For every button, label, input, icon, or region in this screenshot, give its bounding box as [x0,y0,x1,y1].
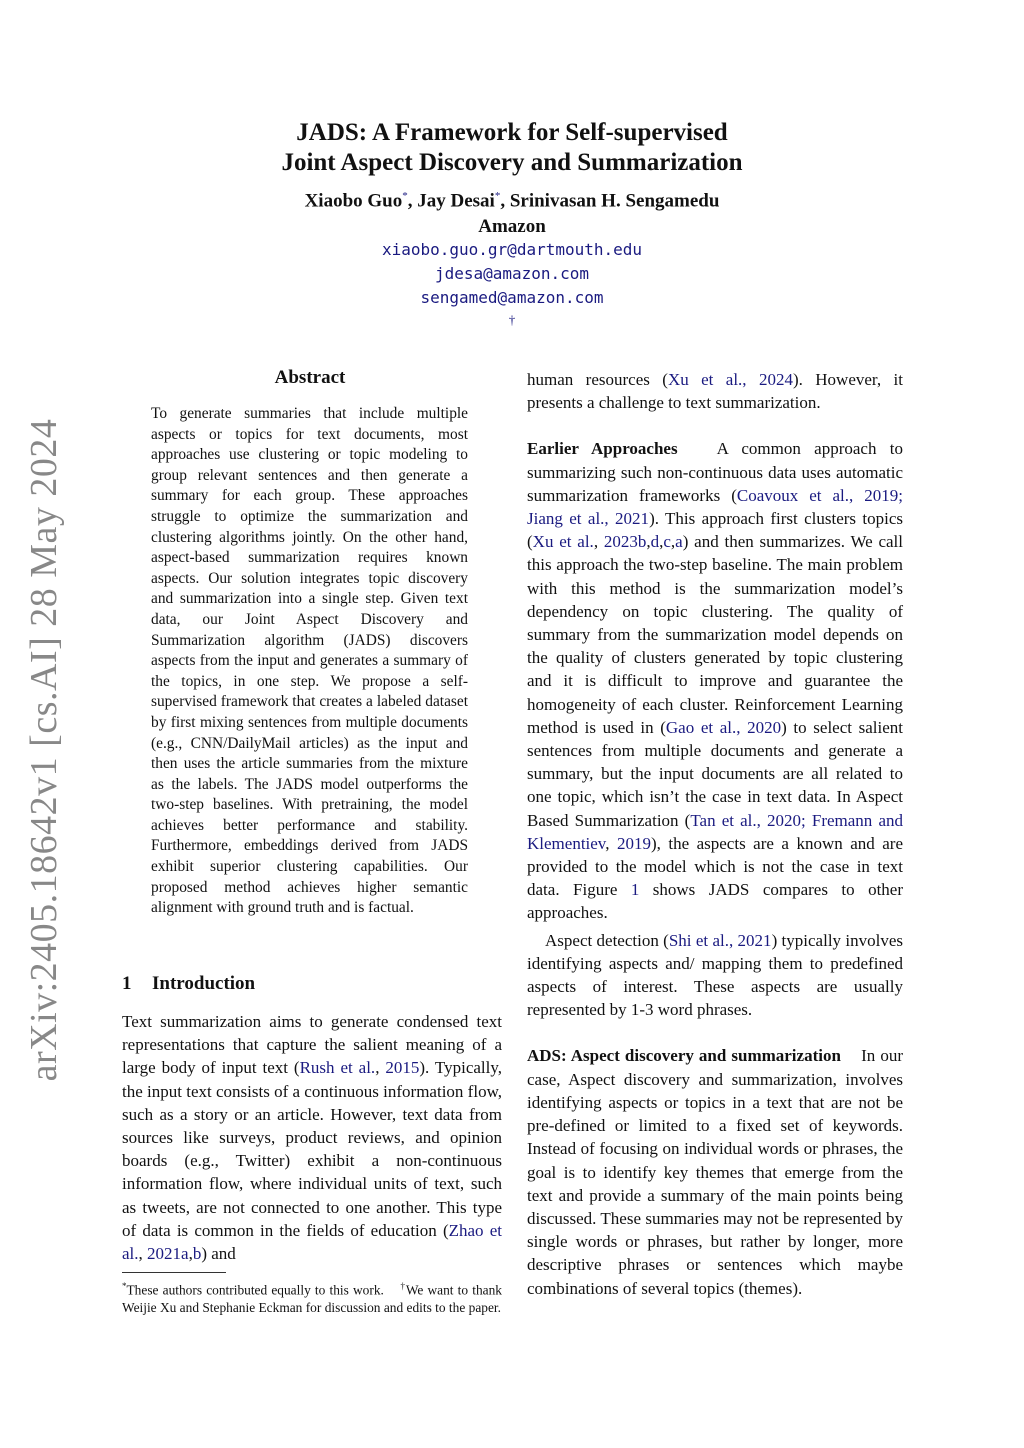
citation-link[interactable]: Shi et al., 2021 [668,930,772,950]
affiliation: Amazon [478,216,546,237]
paragraph-heading: ADS: Aspect discovery and summarization [527,1046,841,1066]
body-text: , [375,1058,386,1078]
citation-link[interactable]: Gao et al., 2020 [665,717,782,737]
author-email[interactable]: jdesa@amazon.com [434,264,590,283]
body-text: ). This approach first clusters topics ( [527,509,904,552]
body-text: Text summarization aims to generate condensed text representations that capture the salient meaning of a large body of input text ( [122,1012,502,1078]
body-text: ) and then summarizes. We call this approach the two-step baseline. The main problem with this method is the summarization model’s dependency on topic clustering. The quality of summary from the summarization model depends on the quality of clusters generated by topic clustering and it is difficult to improve and guarantee the homogeneity of each cluster. Reinforcement Learning method is used in ( [527,532,904,737]
body-text: , [188,1244,193,1264]
citation-link[interactable]: Coavoux et al., 2019; Jiang et al., 2021 [527,485,903,529]
figure-link[interactable]: 1 [630,880,640,900]
body-text: ) typically involves identifying aspects and/ mapping them to predefined aspects of interest. These aspects are usually represented by 1-3 word phrases. [527,930,903,1020]
body-text: , [605,833,617,853]
body-text: ). However, it presents a challenge to text summarization. [527,370,904,413]
footnote [122,1278,502,1316]
intro-continuation [527,368,903,414]
body-text: Aspect detection ( [545,930,669,950]
body-text: shows JADS compares to other approaches. [527,880,903,923]
arxiv-stamp: arXiv:2405.18642v1 [cs.AI] 28 May 2024 [23,418,65,1082]
author-name: Srinivasan H. Sengamedu [509,190,720,212]
body-text: A common approach to summarizing such non-continuous data uses automatic summarization frameworks ( [527,439,903,505]
earlier-approaches-paragraph [527,437,903,924]
body-text: ), the aspects are a known and are provided to the model which is not the case in text data. Figure [527,833,903,900]
footnote-mark: † [400,1281,406,1291]
paragraph-heading: Earlier Approaches [527,439,678,459]
citation-link[interactable]: Rush et al. [299,1058,376,1078]
citation-link[interactable]: b [192,1244,202,1264]
citation-link[interactable]: 2021a [147,1244,189,1264]
body-text: ). Typically, the input text consists of a continuous information flow, such as a story or an article. However, text data from sources like surveys, product reviews, and opinion boards (e.g., Twitter) exhibit a non-continuous information flow, where individual units of text, such as tweets, are not connected to one another. This type of data is common in the fields of education ( [122,1058,503,1240]
paper-title [0,118,1024,178]
body-text: In our case, Aspect discovery and summarization, involves identifying aspects or topics in a text that are not be pre-defined or limited to a fixed set of keywords. Instead of focusing on individual words or phrases, the goal is to identify key themes that emerge from the text and provide a summary of the main points being discussed. These summaries may not be represented by single words or phrases, but rather by longer, more descriptive phrases or sentences which maybe combinations of several topics (themes). [527,1046,903,1298]
body-text: , [138,1244,148,1264]
body-text: human resources ( [527,370,668,389]
right-column [527,368,903,1300]
author-name: Xiaobo Guo [304,190,403,212]
footnote-rule [122,1272,226,1273]
footnote-text: We want to thank Weijie Xu and Stephanie Eckman for discussion and edits to the paper. [122,1282,503,1315]
body-text: , [593,532,604,552]
body-text: , [670,532,676,552]
abstract-heading: Abstract [274,367,346,388]
section-title: Introduction [152,973,256,994]
citation-link[interactable]: Xu et al., 2024 [667,370,793,389]
author-name: Jay Desai [417,190,495,212]
author-email[interactable]: sengamed@amazon.com [420,288,604,307]
citation-link[interactable]: Zhao et al. [122,1220,502,1264]
footnote-text: These authors contributed equally to this work. [126,1282,384,1298]
citation-link[interactable]: Tan et al., 2020; Fremann and Klementiev [527,810,903,853]
acknowledgement-mark[interactable]: † [508,312,516,327]
author-separator: , [500,190,506,212]
citation-link[interactable]: Xu et al. [532,532,594,552]
citation-link[interactable]: a [675,532,683,552]
body-text: , [659,532,664,552]
section-number: 1 [122,973,132,994]
title-line-1: JADS: A Framework for Self-supervised [296,119,728,146]
ads-paragraph [527,1044,903,1299]
author-list [0,190,1024,212]
equal-contribution-mark[interactable]: * [402,190,408,202]
body-text: , [646,532,651,552]
citation-link[interactable]: 2019 [616,833,651,853]
equal-contribution-mark[interactable]: * [494,190,501,202]
body-text: ) and [201,1244,236,1264]
section-heading-introduction [122,973,255,995]
citation-link[interactable]: d [650,532,660,552]
intro-paragraph [122,1010,502,1265]
citation-link[interactable]: 2015 [385,1058,420,1078]
abstract-text: To generate summaries that include multiple aspects or topics for text documents, most approaches use clustering or topic modeling to group relevant sentences and then generate a summary for each group. These approaches struggle to optimize the summarization and clustering algorithms jointly. On the other hand, aspect-based summarization requires known aspects. Our solution integrates topic discovery and summarization into a single step. Given text data, our Joint Aspect Discovery and Summarization algorithm (JADS) discovers aspects from the input and generates a summary of the topics, in one step. We propose a self-supervised framework that creates a labeled dataset by first mixing sentences from multiple documents (e.g., CNN/DailyMail articles) as the input and then uses the article summaries from the mixture as the labels. The JADS model outperforms the two-step baselines. With pretraining, the model achieves better performance and stability. Furthermore, embeddings derived from JADS exhibit superior clustering capabilities. Our proposed method achieves higher semantic alignment with ground truth and is factual. [151,405,468,917]
citation-link[interactable]: 2023b [603,532,647,552]
body-text: ) to select salient sentences from multiple documents and generate a summary, but the input documents are all related to one topic, which isn’t the case in text data. In Aspect Based Summarization ( [527,717,903,830]
citation-link[interactable]: c [663,532,671,552]
title-line-2: Joint Aspect Discovery and Summarization [281,149,743,176]
author-separator: , [407,190,413,212]
footnote-mark: * [122,1281,127,1291]
author-email[interactable]: xiaobo.guo.gr@dartmouth.edu [381,240,643,259]
aspect-detection-paragraph [527,929,903,1022]
